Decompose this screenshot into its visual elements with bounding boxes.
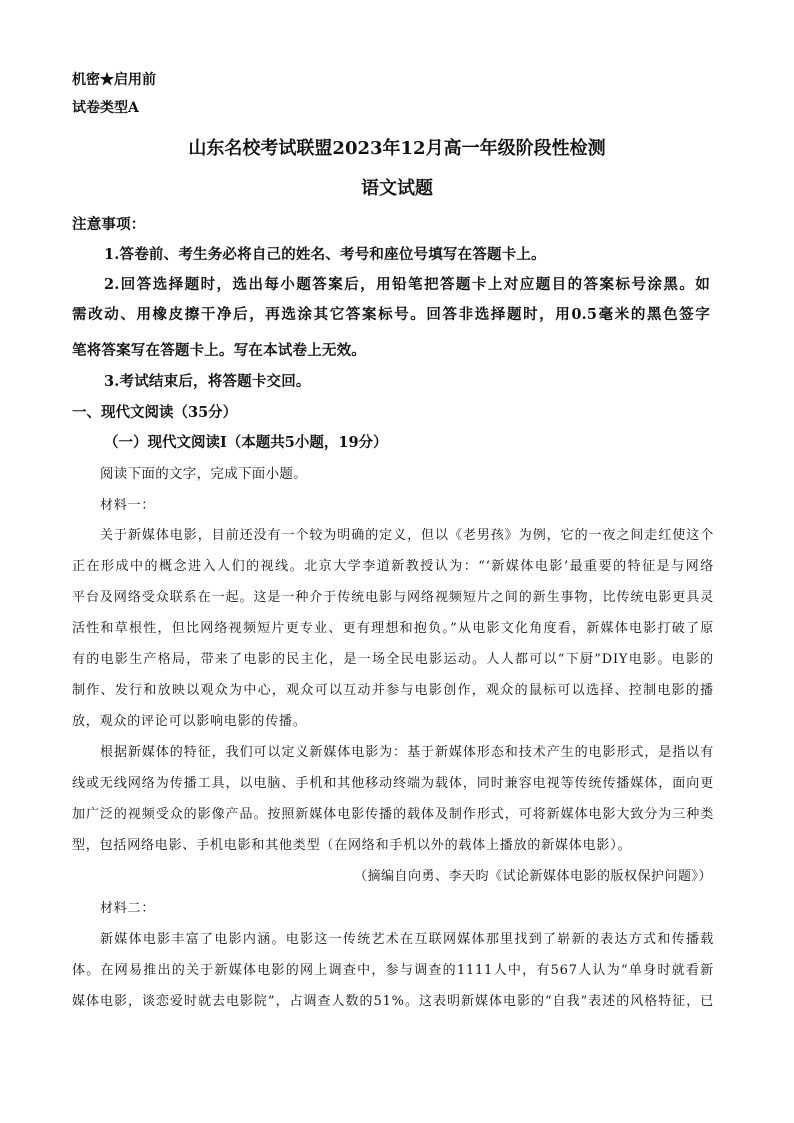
- material-1-source: （摘编自向勇、李天昀《试论新媒体电影的版权保护问题》）: [353, 869, 712, 884]
- material-2-line-1: 新媒体电影丰富了电影内涵。电影这一传统艺术在互联网媒体那里找到了崭新的表达方式和传播载: [100, 932, 714, 947]
- notice-line-5: 3.考试结束后，将答题卡交回。: [104, 373, 311, 390]
- material-1b-line-2: 线或无线网络为传播工具，以电脑、手机和其他移动终端为载体，同时兼容电视等传统传播媒体，面向更: [72, 776, 714, 791]
- material-2-label: 材料二：: [100, 901, 156, 916]
- subsection-heading: （一）现代文阅读Ⅰ（本题共5小题，19分）: [104, 434, 388, 451]
- exam-title: 山东名校考试联盟2023年12月高一年级阶段性检测: [188, 138, 606, 159]
- notice-line-3: 需改动、用橡皮擦干净后，再选涂其它答案标号。回答非选择题时，用0.5毫米的黑色签字: [72, 306, 710, 323]
- material-1-line-2: 正在形成中的概念进入人们的视线。北京大学李道新教授认为：“‘新媒体电影’最重要的特征是与网络: [72, 559, 714, 574]
- notice-heading: 注意事项：: [72, 216, 146, 233]
- material-1b-line-4: 型，包括网络电影、手机电影和其他类型（在网络和手机以外的载体上播放的新媒体电影）。: [72, 838, 632, 853]
- material-2-line-3: 媒体电影，谈恋爱时就去电影院”，占调查人数的51%。这表明新媒体电影的“自我”表述的风格特征，已: [72, 994, 714, 1009]
- material-1-line-1: 关于新媒体电影，目前还没有一个较为明确的定义，但以《老男孩》为例，它的一夜之间走红使这个: [100, 528, 714, 543]
- material-1b-line-3: 加广泛的视频受众的影像产品。按照新媒体电影传播的载体及制作形式，可将新媒体电影大致分为三种类: [72, 807, 714, 822]
- notice-line-1: 1.答卷前、考生务必将自己的姓名、考号和座位号填写在答题卡上。: [104, 246, 546, 263]
- paper-type-label: 试卷类型A: [72, 100, 139, 116]
- reading-instruction: 阅读下面的文字，完成下面小题。: [100, 466, 307, 482]
- material-1-line-3: 平台及网络受众联系在一起。这是一种介于传统电影与网络视频短片之间的新生事物，比传统电影更具灵: [72, 590, 714, 605]
- notice-line-2: 2.回答选择题时，选出每小题答案后，用铅笔把答题卡上对应题目的答案标号涂黑。如: [104, 276, 710, 293]
- material-1-line-5: 有的电影生产格局，带来了电影的民主化，是一场全民电影运动。人人都可以“下厨”DIY电影。电影的: [72, 652, 714, 667]
- material-2-line-2: 体。在网易推出的关于新媒体电影的网上调查中，参与调查的1111人中，有567人认为“单身时就看新: [72, 963, 714, 978]
- confidential-label: 机密★启用前: [72, 72, 156, 88]
- section-heading: 一、现代文阅读（35分）: [72, 404, 238, 421]
- material-1-line-4: 活性和草根性，但比网络视频短片更专业、更有理想和抱负。”从电影文化角度看，新媒体电影打破了原: [72, 621, 714, 636]
- material-1-line-6: 制作、发行和放映以观众为中心，观众可以互动并参与电影创作，观众的鼠标可以选择、控制电影的播: [72, 683, 714, 698]
- material-1b-line-1: 根据新媒体的特征，我们可以定义新媒体电影为：基于新媒体形态和技术产生的电影形式，是指以有: [100, 745, 714, 760]
- exam-subject: 语文试题: [361, 178, 433, 199]
- notice-line-4: 笔将答案写在答题卡上。写在本试卷上无效。: [72, 342, 366, 359]
- material-1-line-7: 放，观众的评论可以影响电影的传播。: [72, 714, 307, 729]
- material-1-label: 材料一：: [100, 498, 156, 513]
